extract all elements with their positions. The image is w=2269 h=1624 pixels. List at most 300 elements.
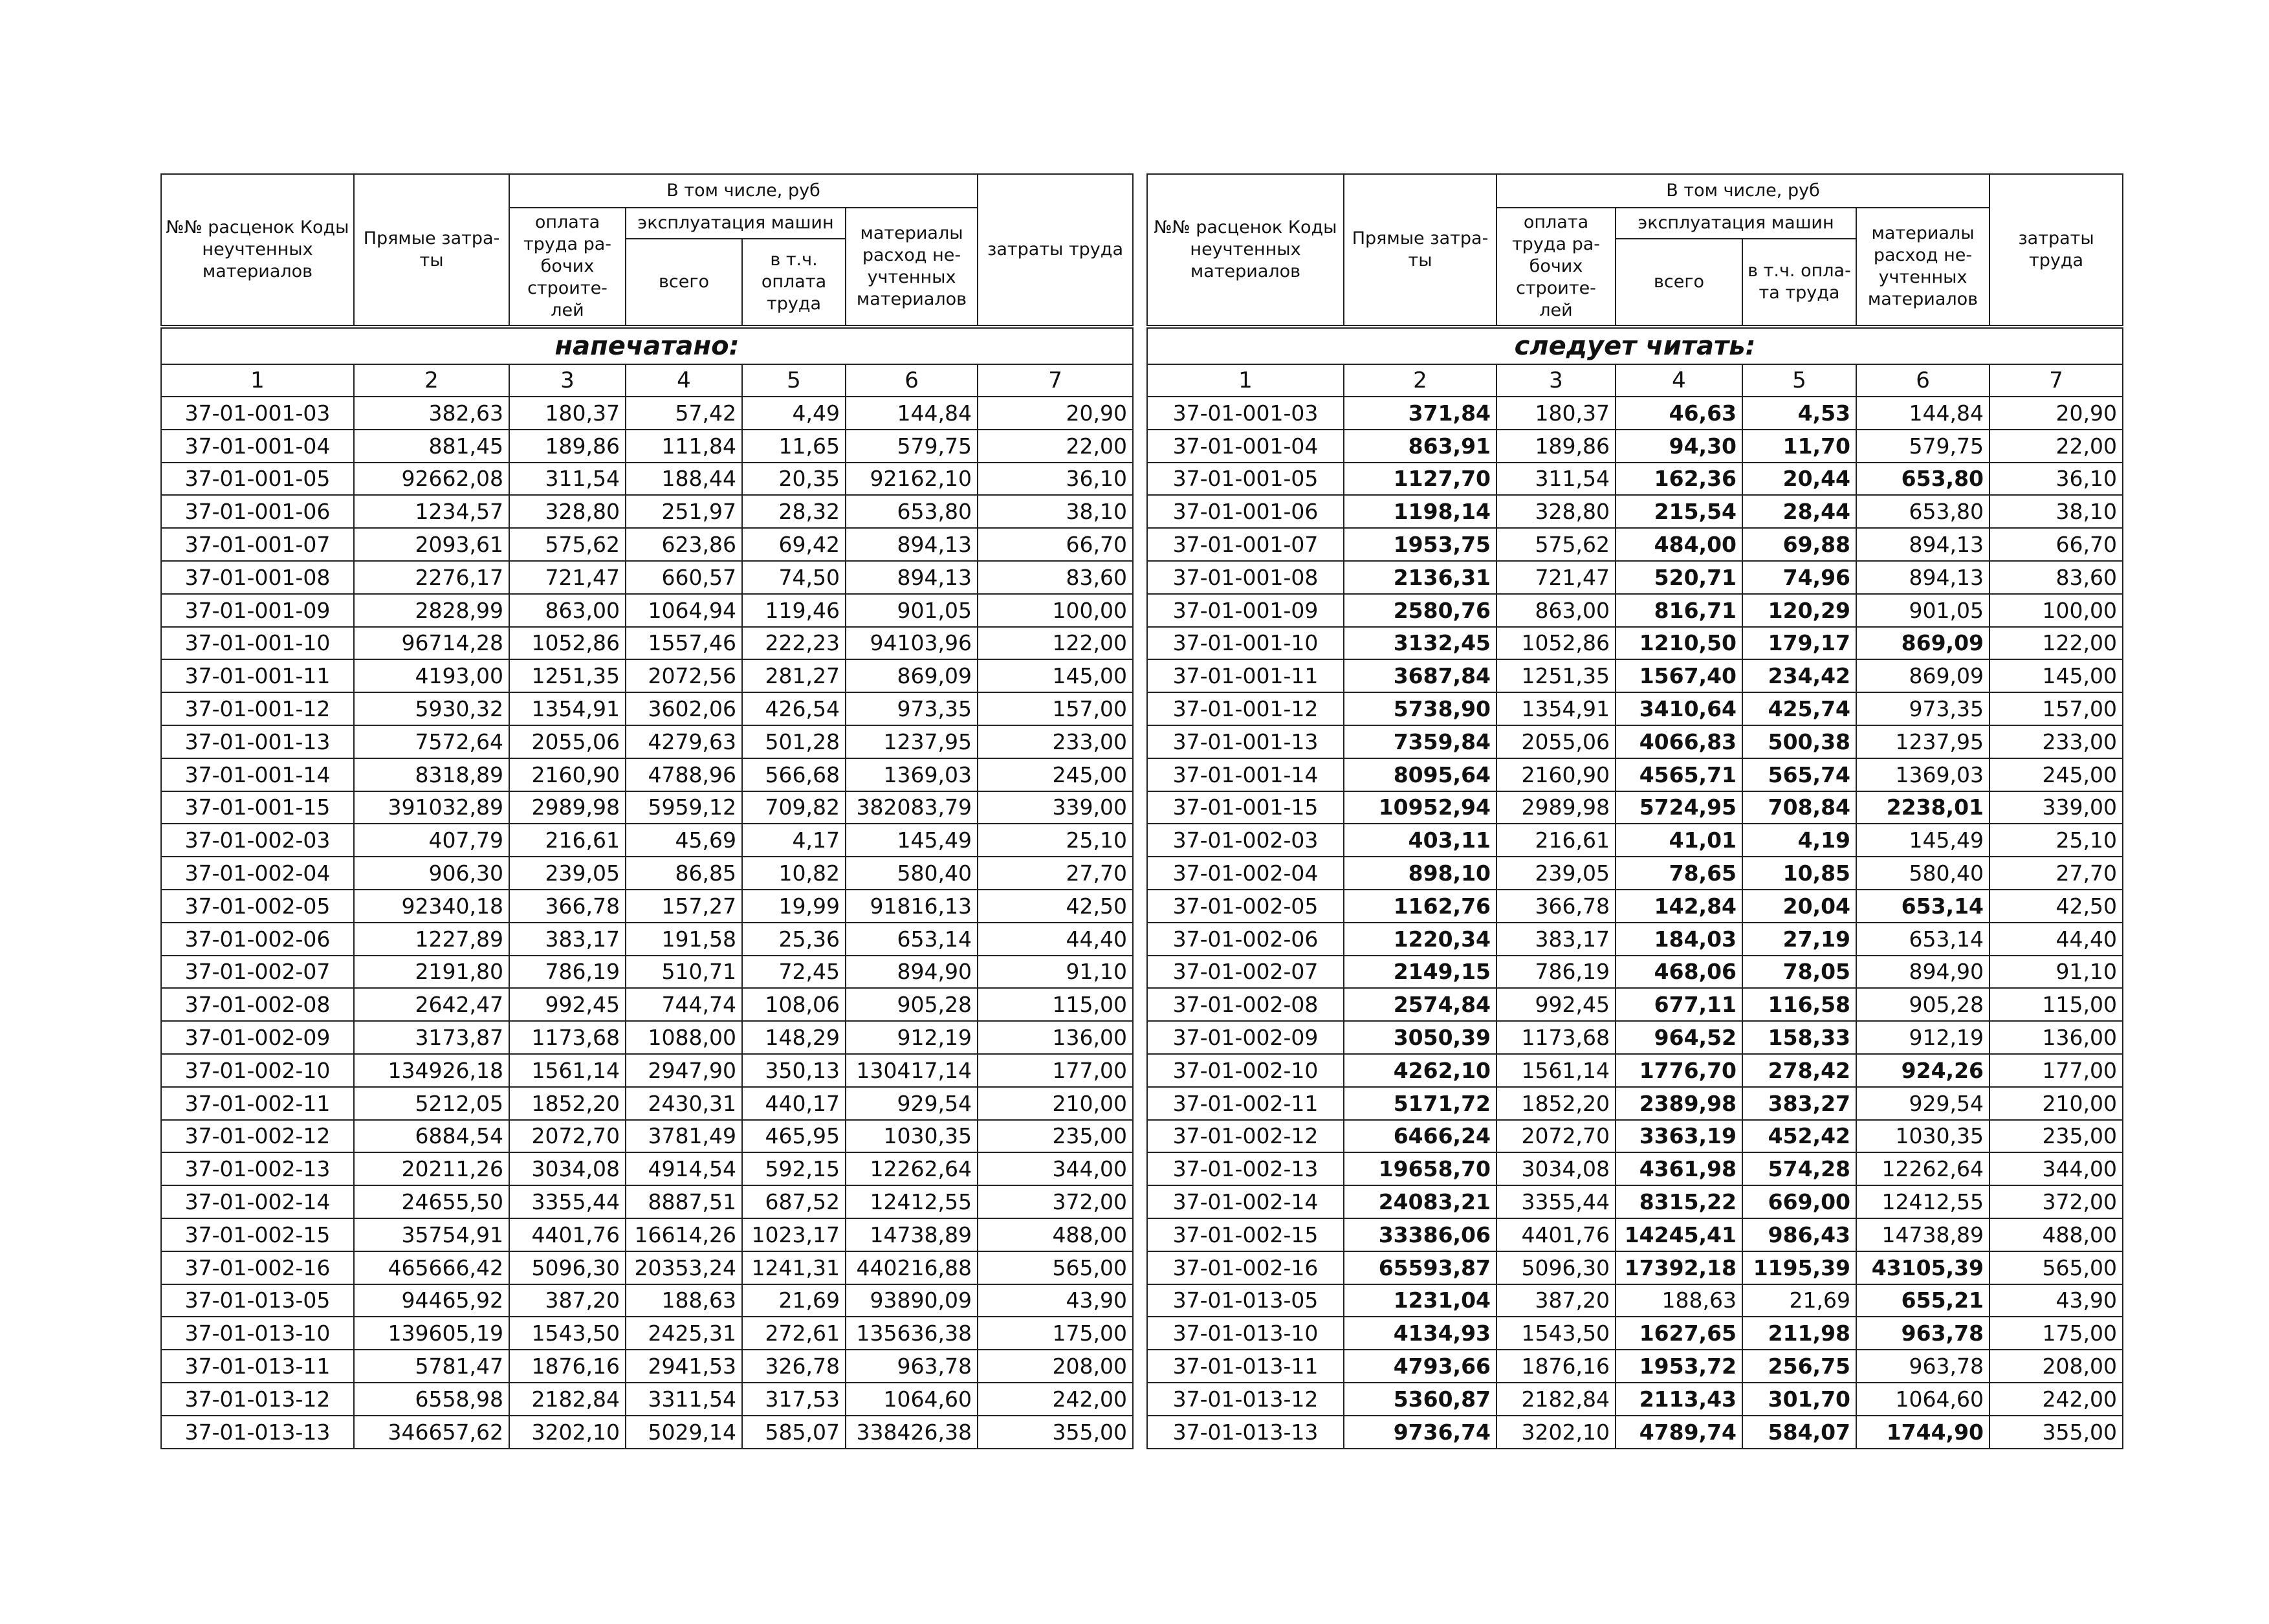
- value-cell: 42,50: [1989, 890, 2123, 923]
- section-title-corrected: следует читать:: [1147, 328, 2123, 364]
- value-cell: 72,45: [742, 956, 846, 989]
- value-cell: 2072,70: [1496, 1120, 1616, 1153]
- value-cell: 2989,98: [1496, 791, 1616, 824]
- table-row: [1147, 824, 2123, 857]
- value-cell: 906,30: [354, 857, 509, 890]
- rate-code-cell: 37-01-001-03: [1147, 397, 1344, 430]
- value-cell: 1241,31: [742, 1251, 846, 1284]
- section-title-printed: напечатано:: [161, 328, 1133, 364]
- value-cell: 208,00: [1989, 1350, 2123, 1383]
- value-cell: 2574,84: [1344, 988, 1496, 1021]
- value-cell: 2113,43: [1616, 1383, 1742, 1416]
- rate-code-cell: 37-01-002-04: [1147, 857, 1344, 890]
- value-cell: 242,00: [1989, 1383, 2123, 1416]
- value-cell: 27,19: [1742, 923, 1856, 956]
- value-cell: 83,60: [1989, 561, 2123, 594]
- value-cell: 78,65: [1616, 857, 1742, 890]
- value-cell: 92340,18: [354, 890, 509, 923]
- rate-code-cell: 37-01-013-10: [1147, 1317, 1344, 1350]
- value-cell: 973,35: [846, 692, 978, 725]
- value-cell: 1237,95: [1856, 725, 1989, 758]
- value-cell: 35754,91: [354, 1218, 509, 1251]
- value-cell: 721,47: [509, 561, 626, 594]
- value-cell: 91,10: [1989, 956, 2123, 989]
- rate-code-cell: 37-01-001-15: [161, 791, 354, 824]
- table-row: [161, 1350, 1133, 1383]
- value-cell: 158,33: [1742, 1021, 1856, 1054]
- column-number-cell: 5: [742, 364, 846, 397]
- value-cell: 1557,46: [626, 627, 742, 660]
- value-cell: 20,35: [742, 463, 846, 496]
- value-cell: 5171,72: [1344, 1087, 1496, 1120]
- value-cell: 339,00: [1989, 791, 2123, 824]
- table-row: [161, 988, 1133, 1021]
- value-cell: 189,86: [1496, 430, 1616, 463]
- value-cell: 2580,76: [1344, 594, 1496, 627]
- value-cell: 5096,30: [1496, 1251, 1616, 1284]
- table-row: [1147, 594, 2123, 627]
- value-cell: 222,23: [742, 627, 846, 660]
- value-cell: 3202,10: [509, 1416, 626, 1449]
- value-cell: 116,58: [1742, 988, 1856, 1021]
- value-cell: 119,46: [742, 594, 846, 627]
- value-cell: 2389,98: [1616, 1087, 1742, 1120]
- value-cell: 115,00: [978, 988, 1133, 1021]
- value-cell: 565,74: [1742, 758, 1856, 791]
- value-cell: 371,84: [1344, 397, 1496, 430]
- value-cell: 391032,89: [354, 791, 509, 824]
- header-code: №№ расценок Коды неучтенных материалов: [161, 174, 354, 325]
- rate-code-cell: 37-01-002-15: [161, 1218, 354, 1251]
- rate-code-cell: 37-01-013-05: [161, 1284, 354, 1317]
- value-cell: 344,00: [1989, 1152, 2123, 1185]
- header-machines: эксплуатация машин: [1616, 208, 1856, 239]
- value-cell: 1953,72: [1616, 1350, 1742, 1383]
- value-cell: 2947,90: [626, 1054, 742, 1087]
- value-cell: 1251,35: [1496, 659, 1616, 692]
- value-cell: 12262,64: [1856, 1152, 1989, 1185]
- column-number-cell: 6: [1856, 364, 1989, 397]
- rate-code-cell: 37-01-001-10: [161, 627, 354, 660]
- table-row: [161, 1416, 1133, 1449]
- value-cell: 2941,53: [626, 1350, 742, 1383]
- value-cell: 8315,22: [1616, 1185, 1742, 1218]
- rate-code-cell: 37-01-013-13: [1147, 1416, 1344, 1449]
- value-cell: 8095,64: [1344, 758, 1496, 791]
- value-cell: 189,86: [509, 430, 626, 463]
- value-cell: 36,10: [1989, 463, 2123, 496]
- value-cell: 465666,42: [354, 1251, 509, 1284]
- value-cell: 17392,18: [1616, 1251, 1742, 1284]
- rate-code-cell: 37-01-001-06: [1147, 495, 1344, 528]
- value-cell: 100,00: [1989, 594, 2123, 627]
- value-cell: 426,54: [742, 692, 846, 725]
- header-machines-pay: в т.ч. опла-та труда: [1742, 239, 1856, 325]
- value-cell: 142,84: [1616, 890, 1742, 923]
- table-row: [1147, 1185, 2123, 1218]
- value-cell: 653,14: [846, 923, 978, 956]
- value-cell: 301,70: [1742, 1383, 1856, 1416]
- value-cell: 38,10: [978, 495, 1133, 528]
- value-cell: 157,00: [1989, 692, 2123, 725]
- value-cell: 863,00: [509, 594, 626, 627]
- value-cell: 19,99: [742, 890, 846, 923]
- value-cell: 25,10: [1989, 824, 2123, 857]
- value-cell: 1127,70: [1344, 463, 1496, 496]
- value-cell: 191,58: [626, 923, 742, 956]
- value-cell: 134926,18: [354, 1054, 509, 1087]
- value-cell: 355,00: [978, 1416, 1133, 1449]
- value-cell: 24083,21: [1344, 1185, 1496, 1218]
- value-cell: 894,13: [846, 561, 978, 594]
- rate-code-cell: 37-01-002-13: [161, 1152, 354, 1185]
- value-cell: 25,36: [742, 923, 846, 956]
- value-cell: 881,45: [354, 430, 509, 463]
- table-row: [1147, 528, 2123, 561]
- value-cell: 235,00: [1989, 1120, 2123, 1153]
- header-materials: материалы расход не-учтенных материалов: [846, 208, 978, 325]
- value-cell: 2276,17: [354, 561, 509, 594]
- value-cell: 382,63: [354, 397, 509, 430]
- value-cell: 2642,47: [354, 988, 509, 1021]
- value-cell: 1195,39: [1742, 1251, 1856, 1284]
- value-cell: 136,00: [1989, 1021, 2123, 1054]
- value-cell: 179,17: [1742, 627, 1856, 660]
- value-cell: 1369,03: [846, 758, 978, 791]
- value-cell: 4793,66: [1344, 1350, 1496, 1383]
- rate-code-cell: 37-01-001-11: [161, 659, 354, 692]
- value-cell: 311,54: [509, 463, 626, 496]
- value-cell: 12262,64: [846, 1152, 978, 1185]
- table-row: [1147, 857, 2123, 890]
- header-machines-pay: в т.ч. оплата труда: [742, 239, 846, 325]
- value-cell: 94103,96: [846, 627, 978, 660]
- value-cell: 4,17: [742, 824, 846, 857]
- value-cell: 57,42: [626, 397, 742, 430]
- table-row: [161, 956, 1133, 989]
- value-cell: 11,65: [742, 430, 846, 463]
- value-cell: 3173,87: [354, 1021, 509, 1054]
- table-row: [1147, 561, 2123, 594]
- value-cell: 66,70: [1989, 528, 2123, 561]
- value-cell: 623,86: [626, 528, 742, 561]
- value-cell: 4193,00: [354, 659, 509, 692]
- value-cell: 344,00: [978, 1152, 1133, 1185]
- value-cell: 3410,64: [1616, 692, 1742, 725]
- value-cell: 366,78: [509, 890, 626, 923]
- rate-code-cell: 37-01-002-14: [1147, 1185, 1344, 1218]
- value-cell: 5781,47: [354, 1350, 509, 1383]
- value-cell: 655,21: [1856, 1284, 1989, 1317]
- value-cell: 1052,86: [509, 627, 626, 660]
- value-cell: 580,40: [846, 857, 978, 890]
- value-cell: 1030,35: [1856, 1120, 1989, 1153]
- value-cell: 245,00: [978, 758, 1133, 791]
- value-cell: 45,69: [626, 824, 742, 857]
- table-row: [161, 561, 1133, 594]
- value-cell: 894,13: [846, 528, 978, 561]
- value-cell: 10,82: [742, 857, 846, 890]
- rate-code-cell: 37-01-002-07: [1147, 956, 1344, 989]
- value-cell: 41,01: [1616, 824, 1742, 857]
- table-row: [161, 725, 1133, 758]
- value-cell: 7572,64: [354, 725, 509, 758]
- value-cell: 4,53: [1742, 397, 1856, 430]
- value-cell: 579,75: [846, 430, 978, 463]
- value-cell: 239,05: [1496, 857, 1616, 890]
- value-cell: 1627,65: [1616, 1317, 1742, 1350]
- value-cell: 74,50: [742, 561, 846, 594]
- value-cell: 21,69: [1742, 1284, 1856, 1317]
- column-number-cell: 3: [509, 364, 626, 397]
- rate-code-cell: 37-01-002-13: [1147, 1152, 1344, 1185]
- value-cell: 251,97: [626, 495, 742, 528]
- rate-code-cell: 37-01-002-09: [161, 1021, 354, 1054]
- value-cell: 986,43: [1742, 1218, 1856, 1251]
- value-cell: 924,26: [1856, 1054, 1989, 1087]
- value-cell: 366,78: [1496, 890, 1616, 923]
- rate-code-cell: 37-01-001-09: [161, 594, 354, 627]
- value-cell: 4789,74: [1616, 1416, 1742, 1449]
- value-cell: 1561,14: [1496, 1054, 1616, 1087]
- value-cell: 1064,60: [846, 1383, 978, 1416]
- value-cell: 177,00: [978, 1054, 1133, 1087]
- column-number-cell: 7: [978, 364, 1133, 397]
- value-cell: 180,37: [1496, 397, 1616, 430]
- value-cell: 973,35: [1856, 692, 1989, 725]
- value-cell: 69,42: [742, 528, 846, 561]
- value-cell: 43,90: [978, 1284, 1133, 1317]
- value-cell: 863,00: [1496, 594, 1616, 627]
- table-row: [1147, 1383, 2123, 1416]
- value-cell: 43,90: [1989, 1284, 2123, 1317]
- value-cell: 10,85: [1742, 857, 1856, 890]
- value-cell: 175,00: [1989, 1317, 2123, 1350]
- value-cell: 20211,26: [354, 1152, 509, 1185]
- value-cell: 5724,95: [1616, 791, 1742, 824]
- rate-code-cell: 37-01-001-10: [1147, 627, 1344, 660]
- value-cell: 1052,86: [1496, 627, 1616, 660]
- value-cell: 2191,80: [354, 956, 509, 989]
- value-cell: 901,05: [846, 594, 978, 627]
- value-cell: 145,49: [1856, 824, 1989, 857]
- value-cell: 2238,01: [1856, 791, 1989, 824]
- value-cell: 660,57: [626, 561, 742, 594]
- value-cell: 92162,10: [846, 463, 978, 496]
- value-cell: 242,00: [978, 1383, 1133, 1416]
- value-cell: 2182,84: [509, 1383, 626, 1416]
- value-cell: 20353,24: [626, 1251, 742, 1284]
- value-cell: 653,14: [1856, 923, 1989, 956]
- value-cell: 111,84: [626, 430, 742, 463]
- value-cell: 963,78: [1856, 1317, 1989, 1350]
- printed-table: [160, 173, 1134, 1449]
- value-cell: 8887,51: [626, 1185, 742, 1218]
- header-labor-pay: оплата труда ра-бочих строите-лей: [1496, 208, 1616, 325]
- value-cell: 122,00: [978, 627, 1133, 660]
- rate-code-cell: 37-01-002-05: [161, 890, 354, 923]
- value-cell: 27,70: [1989, 857, 2123, 890]
- value-cell: 215,54: [1616, 495, 1742, 528]
- table-row: [161, 1251, 1133, 1284]
- rate-code-cell: 37-01-001-09: [1147, 594, 1344, 627]
- value-cell: 5738,90: [1344, 692, 1496, 725]
- rate-code-cell: 37-01-002-12: [161, 1120, 354, 1153]
- value-cell: 653,14: [1856, 890, 1989, 923]
- value-cell: 510,71: [626, 956, 742, 989]
- value-cell: 6466,24: [1344, 1120, 1496, 1153]
- value-cell: 281,27: [742, 659, 846, 692]
- table-row: [1147, 923, 2123, 956]
- table-row: [161, 528, 1133, 561]
- value-cell: 894,90: [1856, 956, 1989, 989]
- value-cell: 383,27: [1742, 1087, 1856, 1120]
- rate-code-cell: 37-01-002-03: [1147, 824, 1344, 857]
- value-cell: 1023,17: [742, 1218, 846, 1251]
- rate-code-cell: 37-01-001-05: [1147, 463, 1344, 496]
- value-cell: 78,05: [1742, 956, 1856, 989]
- value-cell: 3355,44: [1496, 1185, 1616, 1218]
- table-row: [161, 890, 1133, 923]
- rate-code-cell: 37-01-002-09: [1147, 1021, 1344, 1054]
- value-cell: 14738,89: [1856, 1218, 1989, 1251]
- value-cell: 12412,55: [1856, 1185, 1989, 1218]
- header-labor-pay: оплата труда ра-бочих строите-лей: [509, 208, 626, 325]
- value-cell: 1220,34: [1344, 923, 1496, 956]
- rate-code-cell: 37-01-001-04: [161, 430, 354, 463]
- value-cell: 869,09: [1856, 659, 1989, 692]
- value-cell: 145,00: [978, 659, 1133, 692]
- rate-code-cell: 37-01-001-15: [1147, 791, 1344, 824]
- value-cell: 963,78: [1856, 1350, 1989, 1383]
- table-row: [161, 1185, 1133, 1218]
- value-cell: 338426,38: [846, 1416, 978, 1449]
- rate-code-cell: 37-01-002-06: [1147, 923, 1344, 956]
- table-row: [1147, 1284, 2123, 1317]
- value-cell: 188,63: [1616, 1284, 1742, 1317]
- value-cell: 383,17: [1496, 923, 1616, 956]
- value-cell: 1231,04: [1344, 1284, 1496, 1317]
- column-number-cell: 7: [1989, 364, 2123, 397]
- header-code: №№ расценок Коды неучтенных материалов: [1147, 174, 1344, 325]
- value-cell: 233,00: [1989, 725, 2123, 758]
- value-cell: 3034,08: [509, 1152, 626, 1185]
- value-cell: 1198,14: [1344, 495, 1496, 528]
- rate-code-cell: 37-01-001-14: [161, 758, 354, 791]
- value-cell: 898,10: [1344, 857, 1496, 890]
- value-cell: 4279,63: [626, 725, 742, 758]
- value-cell: 1876,16: [1496, 1350, 1616, 1383]
- column-number-cell: 2: [354, 364, 509, 397]
- table-row: [161, 1120, 1133, 1153]
- value-cell: 500,38: [1742, 725, 1856, 758]
- column-number-cell: 2: [1344, 364, 1496, 397]
- table-row: [1147, 397, 2123, 430]
- value-cell: 326,78: [742, 1350, 846, 1383]
- value-cell: 256,75: [1742, 1350, 1856, 1383]
- value-cell: 565,00: [1989, 1251, 2123, 1284]
- value-cell: 162,36: [1616, 463, 1742, 496]
- table-row: [1147, 1152, 2123, 1185]
- value-cell: 1088,00: [626, 1021, 742, 1054]
- value-cell: 157,27: [626, 890, 742, 923]
- value-cell: 239,05: [509, 857, 626, 890]
- rate-code-cell: 37-01-001-12: [161, 692, 354, 725]
- table-row: [161, 824, 1133, 857]
- value-cell: 22,00: [1989, 430, 2123, 463]
- value-cell: 12412,55: [846, 1185, 978, 1218]
- column-number-cell: 6: [846, 364, 978, 397]
- value-cell: 4066,83: [1616, 725, 1742, 758]
- value-cell: 372,00: [1989, 1185, 2123, 1218]
- value-cell: 863,91: [1344, 430, 1496, 463]
- value-cell: 574,28: [1742, 1152, 1856, 1185]
- value-cell: 963,78: [846, 1350, 978, 1383]
- value-cell: 387,20: [509, 1284, 626, 1317]
- value-cell: 501,28: [742, 725, 846, 758]
- value-cell: 4401,76: [1496, 1218, 1616, 1251]
- value-cell: 65593,87: [1344, 1251, 1496, 1284]
- value-cell: 4134,93: [1344, 1317, 1496, 1350]
- value-cell: 216,61: [509, 824, 626, 857]
- value-cell: 139605,19: [354, 1317, 509, 1350]
- value-cell: 2055,06: [1496, 725, 1616, 758]
- value-cell: 24655,50: [354, 1185, 509, 1218]
- value-cell: 74,96: [1742, 561, 1856, 594]
- value-cell: 36,10: [978, 463, 1133, 496]
- value-cell: 1251,35: [509, 659, 626, 692]
- value-cell: 2425,31: [626, 1317, 742, 1350]
- value-cell: 233,00: [978, 725, 1133, 758]
- value-cell: 2430,31: [626, 1087, 742, 1120]
- value-cell: 901,05: [1856, 594, 1989, 627]
- value-cell: 184,03: [1616, 923, 1742, 956]
- value-cell: 1237,95: [846, 725, 978, 758]
- value-cell: 2093,61: [354, 528, 509, 561]
- table-row: [1147, 758, 2123, 791]
- value-cell: 211,98: [1742, 1317, 1856, 1350]
- value-cell: 1543,50: [1496, 1317, 1616, 1350]
- value-cell: 1173,68: [1496, 1021, 1616, 1054]
- value-cell: 929,54: [1856, 1087, 1989, 1120]
- value-cell: 465,95: [742, 1120, 846, 1153]
- table-row: [1147, 1054, 2123, 1087]
- value-cell: 2055,06: [509, 725, 626, 758]
- value-cell: 6558,98: [354, 1383, 509, 1416]
- value-cell: 44,40: [978, 923, 1133, 956]
- value-cell: 894,13: [1856, 528, 1989, 561]
- table-row: [1147, 1416, 2123, 1449]
- value-cell: 11,70: [1742, 430, 1856, 463]
- value-cell: 709,82: [742, 791, 846, 824]
- rate-code-cell: 37-01-001-06: [161, 495, 354, 528]
- value-cell: 488,00: [978, 1218, 1133, 1251]
- table-row: [1147, 1218, 2123, 1251]
- value-cell: 905,28: [846, 988, 978, 1021]
- value-cell: 135636,38: [846, 1317, 978, 1350]
- value-cell: 1354,91: [509, 692, 626, 725]
- value-cell: 744,74: [626, 988, 742, 1021]
- value-cell: 1852,20: [1496, 1087, 1616, 1120]
- value-cell: 8318,89: [354, 758, 509, 791]
- table-row: [1147, 791, 2123, 824]
- rate-code-cell: 37-01-002-16: [161, 1251, 354, 1284]
- rate-code-cell: 37-01-001-13: [161, 725, 354, 758]
- value-cell: 3363,19: [1616, 1120, 1742, 1153]
- value-cell: 3687,84: [1344, 659, 1496, 692]
- value-cell: 10952,94: [1344, 791, 1496, 824]
- value-cell: 25,10: [978, 824, 1133, 857]
